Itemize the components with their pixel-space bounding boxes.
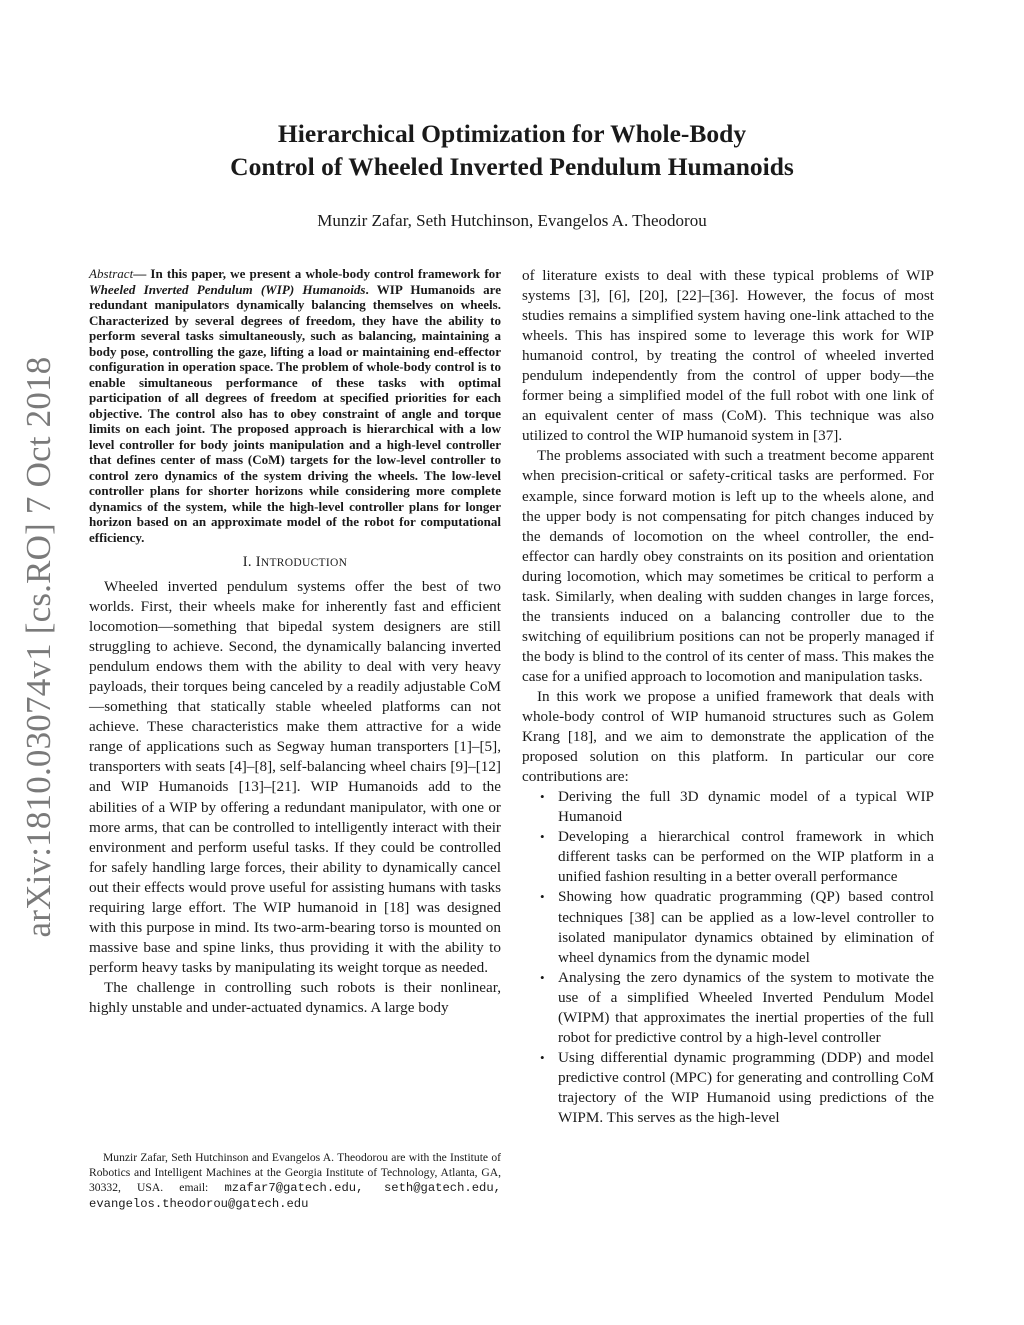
footnote-emails: mzafar7@gatech.edu, seth@gatech.edu, evangelos.theodorou@gatech.edu xyxy=(89,1181,501,1211)
intro-paragraph-1: Wheeled inverted pendulum systems offer the best of two worlds. First, their wheels make for inherently fast and efficient locomotion—something that bipedal system designers are still struggling to achieve. Second, the dynamically balancing inverted pendulum endows them with the ability to deal with very heavy payloads, their torques being canceled by a readily adjustable CoM—something that statically stable wheeled platforms can not achieve. These characteristics make them attractive for a wide range of applications such as Segway human transporters [1]–[5], transporters with seats [4]–[8], self-balancing wheel chairs [9]–[12] and WIP Humanoids [13]–[21]. WIP Humanoids add to the abilities of a WIP by offering a redundant manipulator, with one or more arms, that can be controlled to intelligently interact with their environment and perform useful tasks. If they could be controlled for safely handling large forces, their ability to dynamically cancel out their effects would prove useful for assisting humans with tasks requiring large effort. The WIP humanoid in [18] was designed with this purpose in mind. Its two-arm-bearing torso is mounted on massive base and spine links, thus providing it with the ability to perform heavy tasks by manipulating its weight torque as needed. xyxy=(89,578,501,976)
abstract-label: Abstract xyxy=(89,266,134,281)
right-column xyxy=(522,266,934,1128)
list-item-text: Showing how quadratic programming (QP) based control techniques [38] can be applied as a low-level controller to isolated manipulator dynamics obtained by elimination of wheel dynamics from the dynamic model xyxy=(558,888,934,966)
list-item xyxy=(522,1048,934,1128)
abstract-text-part-1: In this paper, we present a whole-body control framework for xyxy=(150,266,501,281)
abstract-text-part-2: . WIP Humanoids are redundant manipulators dynamically balancing themselves on wheels. Characterized by several degrees of freedom, they have the ability to perform several tasks simultaneously, such as balancing, maintaining a body pose, controlling the gaze, lifting a load or maintaining end-effector configuration in operation space. The problem of whole-body control is to enable simultaneous performance of these tasks with optimal participation of all degrees of freedom at specified priorities for each objective. The control also has to obey constraint of angle and torque limits on each joint. The proposed approach is hierarchical with a low level controller for body joints manipulation and a high-level controller that defines center of mass (CoM) targets for the low-level controller to control zero dynamics of the system driving the wheels. The low-level controller plans for shorter horizons while considering more complete dynamics of the system, while the high-level controller plans for longer horizon based on an approximate model of the robot for computational efficiency. xyxy=(89,281,501,545)
right-paragraph-1: of literature exists to deal with these typical problems of WIP systems [3], [6], [20], [22]–[36]. However, the focus of most studies remains a simplified system having one-link attached to the wheels. This has inspired some to leverage this work for WIP humanoid control, by treating the control of wheeled inverted pendulum independently from the control of upper body—the former being a simplified model of the full robot with one link of an equivalent center of mass (CoM). This technique was also utilized to control the WIP humanoid system in [37]. xyxy=(522,267,934,445)
section-number: I. xyxy=(242,554,256,570)
author-affiliation-footnote xyxy=(89,1150,501,1212)
list-item-text: Analysing the zero dynamics of the system to motivate the use of a simplified Wheeled Inverted Pendulum Model (WIPM) that approximates the inertial properties of the full robot for predictive control by a high-level controller xyxy=(558,968,934,1046)
abstract-italic-term: Wheeled Inverted Pendulum (WIP) Humanoids xyxy=(89,281,366,297)
paper-title-line-1: Hierarchical Optimization for Whole-Body xyxy=(277,119,747,148)
bullet-icon: • xyxy=(540,969,545,985)
section-title-rest: NTRODUCTION xyxy=(260,557,348,569)
section-heading-introduction xyxy=(89,552,501,573)
bullet-icon: • xyxy=(540,1049,545,1065)
section-title-initial: I xyxy=(255,554,261,570)
abstract xyxy=(89,266,501,545)
right-paragraph-2: The problems associated with such a treatment become apparent when precision-critical or safety-critical tasks are performed. For example, since forward motion is left up to the wheels alone, and the upper body is not compensating for pitch changes induced by the demands of locomotion on the wheel controller, the end-effector can hardly obey constraints on its position and orientation during locomotion, which may sometimes be critical to perform a task. Similarly, when dealing with sudden changes in large forces, the transients induced on a balancing controller due to the switching of equilibrium positions can not be properly managed if the body is blind to the control of its center of mass. This makes the case for a unified approach to locomotion and manipulation tasks. xyxy=(522,447,934,685)
list-item xyxy=(522,887,934,967)
paper-title xyxy=(100,117,924,183)
contributions-list xyxy=(522,787,934,1128)
list-item xyxy=(522,787,934,827)
bullet-icon: • xyxy=(540,789,545,805)
right-paragraph-3: In this work we propose a unified framework that deals with whole-body control of WIP humanoid structures such as Golem Krang [18], and we aim to demonstrate the application of the proposed solution on this platform. In particular our core contributions are: xyxy=(522,687,934,786)
list-item xyxy=(522,968,934,1048)
abstract-dash: — xyxy=(133,266,151,281)
list-item-text: Deriving the full 3D dynamic model of a typical WIP Humanoid xyxy=(558,788,934,826)
left-column xyxy=(89,266,501,1018)
list-item-text: Using differential dynamic programming (DDP) and model predictive control (MPC) for generating and controlling CoM trajectory of the WIP Humanoid using predictions of the WIPM. This serves as the high-level xyxy=(558,1048,934,1126)
author-list: Munzir Zafar, Seth Hutchinson, Evangelos A. Theodorou xyxy=(317,211,707,230)
bullet-icon: • xyxy=(540,829,545,845)
list-item xyxy=(522,827,934,887)
arxiv-identifier: arXiv:1810.03074v1 [cs.RO] 7 Oct 2018 xyxy=(19,356,58,938)
footnote-text: Munzir Zafar, Seth Hutchinson and Evangelos A. Theodorou are with the Institute of Robotics and Intelligent Machines at the Georgia Institute of Technology, Atlanta, GA, 30332, USA. email: xyxy=(89,1151,501,1194)
intro-paragraph-2: The challenge in controlling such robots is their nonlinear, highly unstable and under-actuated dynamics. A large body xyxy=(89,978,501,1016)
list-item-text: Developing a hierarchical control framework in which different tasks can be performed on the WIP platform in a unified fashion resulting in a better overall performance xyxy=(558,828,934,886)
paper-title-line-2: Control of Wheeled Inverted Pendulum Humanoids xyxy=(230,152,794,181)
bullet-icon: • xyxy=(540,889,545,905)
arxiv-side-stamp xyxy=(14,356,64,938)
